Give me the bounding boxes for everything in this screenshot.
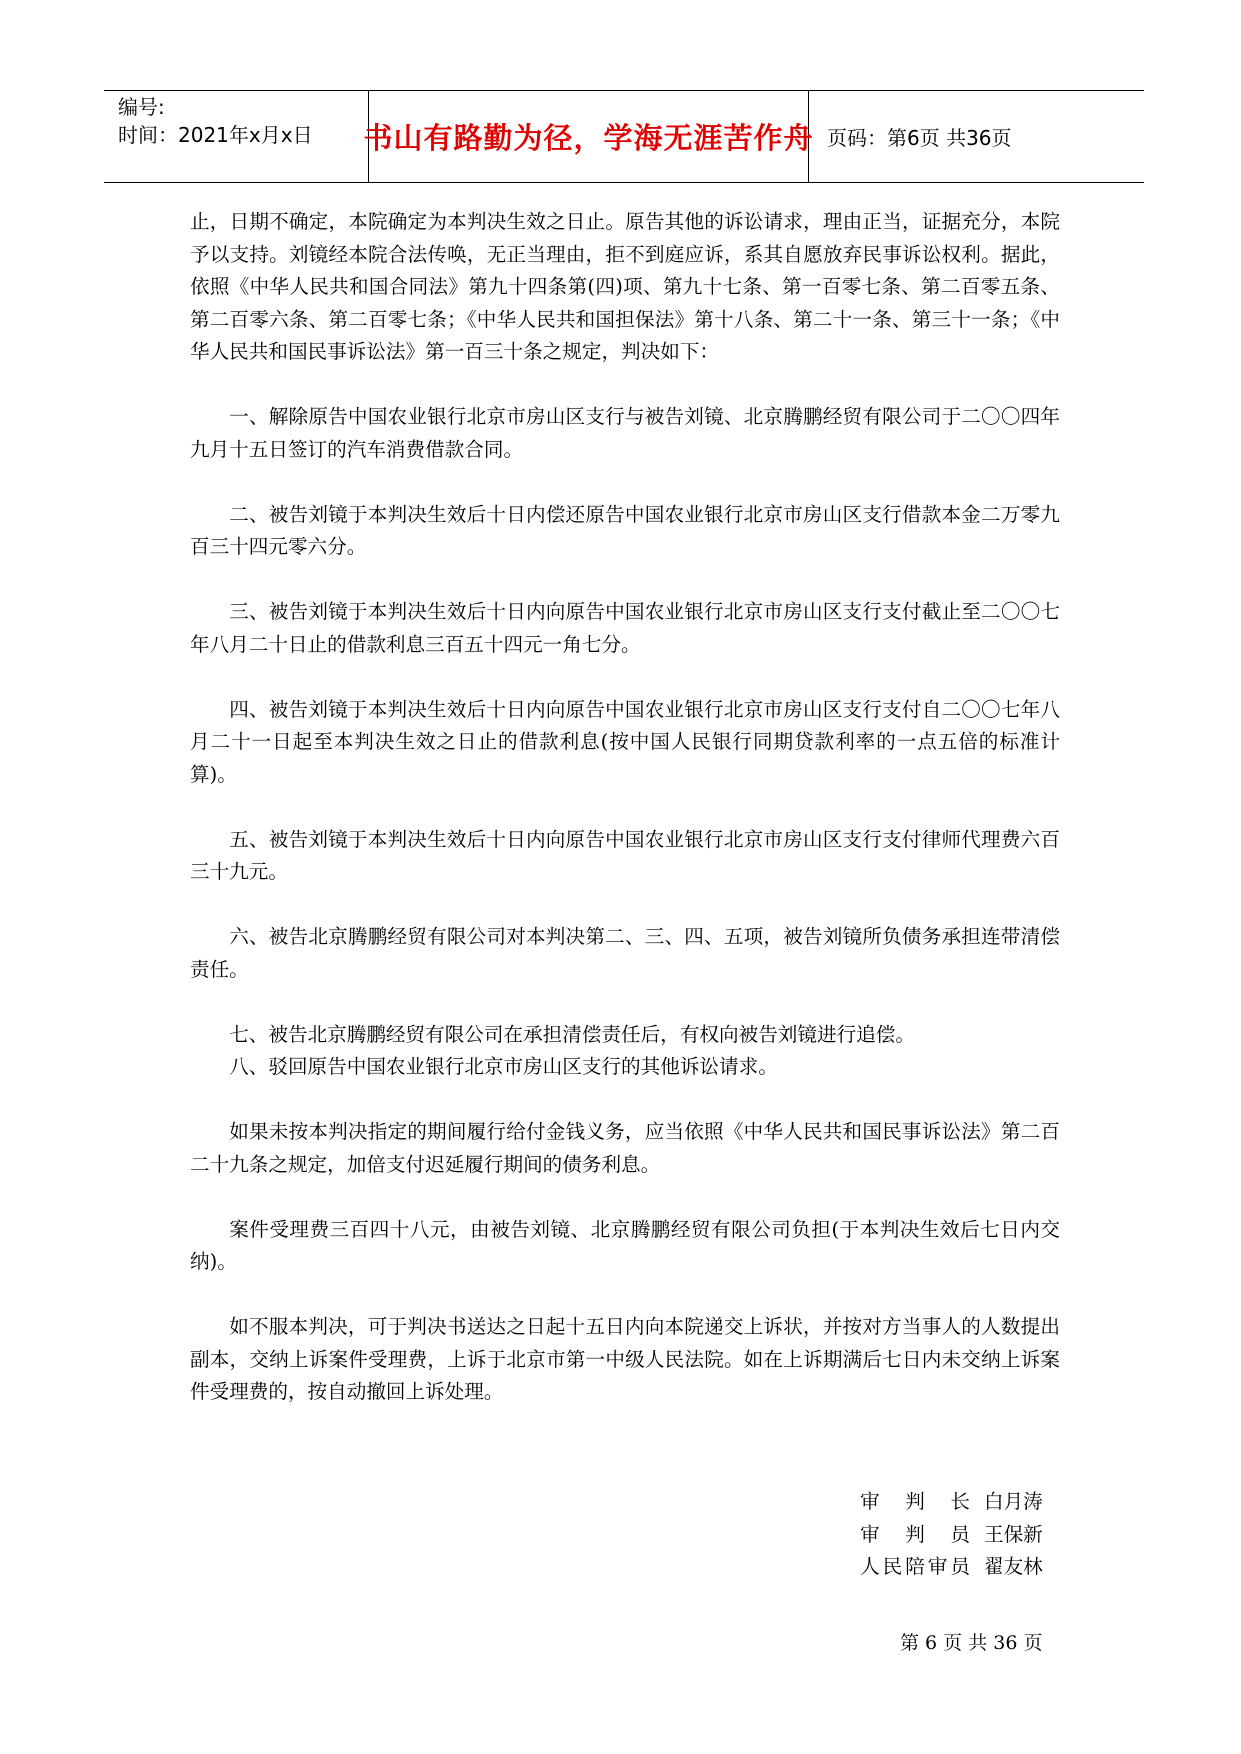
page-header [104,90,1144,183]
header-page-cell [809,91,1144,182]
ruling-item-3: 三、被告刘镜于本判决生效后十日内向原告中国农业银行北京市房山区支行支付截止至二〇〇七年八月二十日止的借款利息三百五十四元一角七分。 [190,600,1060,656]
ruling-item-8: 八、驳回原告中国农业银行北京市房山区支行的其他诉讼请求。 [229,1055,778,1078]
signature-row [860,1486,1060,1519]
header-motto: 书山有路勤为径，学海无涯苦作舟 [363,121,814,155]
ruling-item-4: 四、被告刘镜于本判决生效后十日内向原告中国农业银行北京市房山区支行支付自二〇〇七年八月二十一日起至本判决生效之日止的借款利息(按中国人民银行同期贷款利率的一点五倍的标准计算)。 [190,697,1060,786]
signature-role: 审判长 [860,1490,970,1513]
header-page-label: 页码：第6页 共36页 [827,126,1012,150]
document-number-label: 编号: [118,95,165,119]
signature-row [860,1551,1060,1584]
paragraph-late-payment: 如果未按本判决指定的期间履行给付金钱义务，应当依照《中华人民共和国民事诉讼法》第二百二十九条之规定，加倍支付迟延履行期间的债务利息。 [190,1120,1060,1176]
ruling-item-1: 一、解除原告中国农业银行北京市房山区支行与被告刘镜、北京腾鹏经贸有限公司于二〇〇四年九月十五日签订的汽车消费借款合同。 [190,405,1060,461]
signature-name: 翟友林 [984,1555,1043,1578]
ruling-item-5: 五、被告刘镜于本判决生效后十日内向原告中国农业银行北京市房山区支行支付律师代理费六百三十九元。 [190,827,1060,883]
signature-name: 王保新 [984,1522,1043,1546]
paragraph-conclusion: 止，日期不确定，本院确定为本判决生效之日止。原告其他的诉讼请求，理由正当，证据充分，本院予以支持。刘镜经本院合法传唤，无正当理由，拒不到庭应诉，系其自愿放弃民事诉讼权利。据此，依照《中华人民共和国合同法》第九十四条第(四)项、第九十七条、第一百零七条、第二百零五条、第二百零六条、第二百零七条；《中华人民共和国担保法》第十八条、第二十一条、第三十一条；《中华人民共和国民事诉讼法》第一百三十条之规定，判决如下： [190,210,1060,363]
signature-role: 审判员 [860,1522,970,1546]
ruling-item-6: 六、被告北京腾鹏经贸有限公司对本判决第二、三、四、五项，被告刘镜所负债务承担连带清偿责任。 [190,925,1060,981]
header-motto-cell [363,91,814,182]
judgment-body [190,206,1060,1441]
signature-name: 白月涛 [984,1490,1043,1513]
ruling-item-2: 二、被告刘镜于本判决生效后十日内偿还原告中国农业银行北京市房山区支行借款本金二万零九百三十四元零六分。 [190,502,1060,558]
document-time-label: 时间：2021年x月x日 [118,123,313,147]
signature-block [860,1486,1060,1584]
signature-role: 人民陪审员 [860,1555,970,1578]
paragraph-case-fee: 案件受理费三百四十八元，由被告刘镜、北京腾鹏经贸有限公司负担(于本判决生效后七日内交纳)。 [190,1217,1060,1273]
page-footer: 第 6 页 共 36 页 [900,1632,1043,1654]
ruling-item-7: 七、被告北京腾鹏经贸有限公司在承担清偿责任后，有权向被告刘镜进行追偿。 [229,1022,915,1046]
header-meta [104,91,369,182]
signature-row [860,1519,1060,1552]
paragraph-appeal: 如不服本判决，可于判决书送达之日起十五日内向本院递交上诉状，并按对方当事人的人数提出副本，交纳上诉案件受理费，上诉于北京市第一中级人民法院。如在上诉期满后七日内未交纳上诉案件受理费的，按自动撤回上诉处理。 [190,1315,1060,1403]
